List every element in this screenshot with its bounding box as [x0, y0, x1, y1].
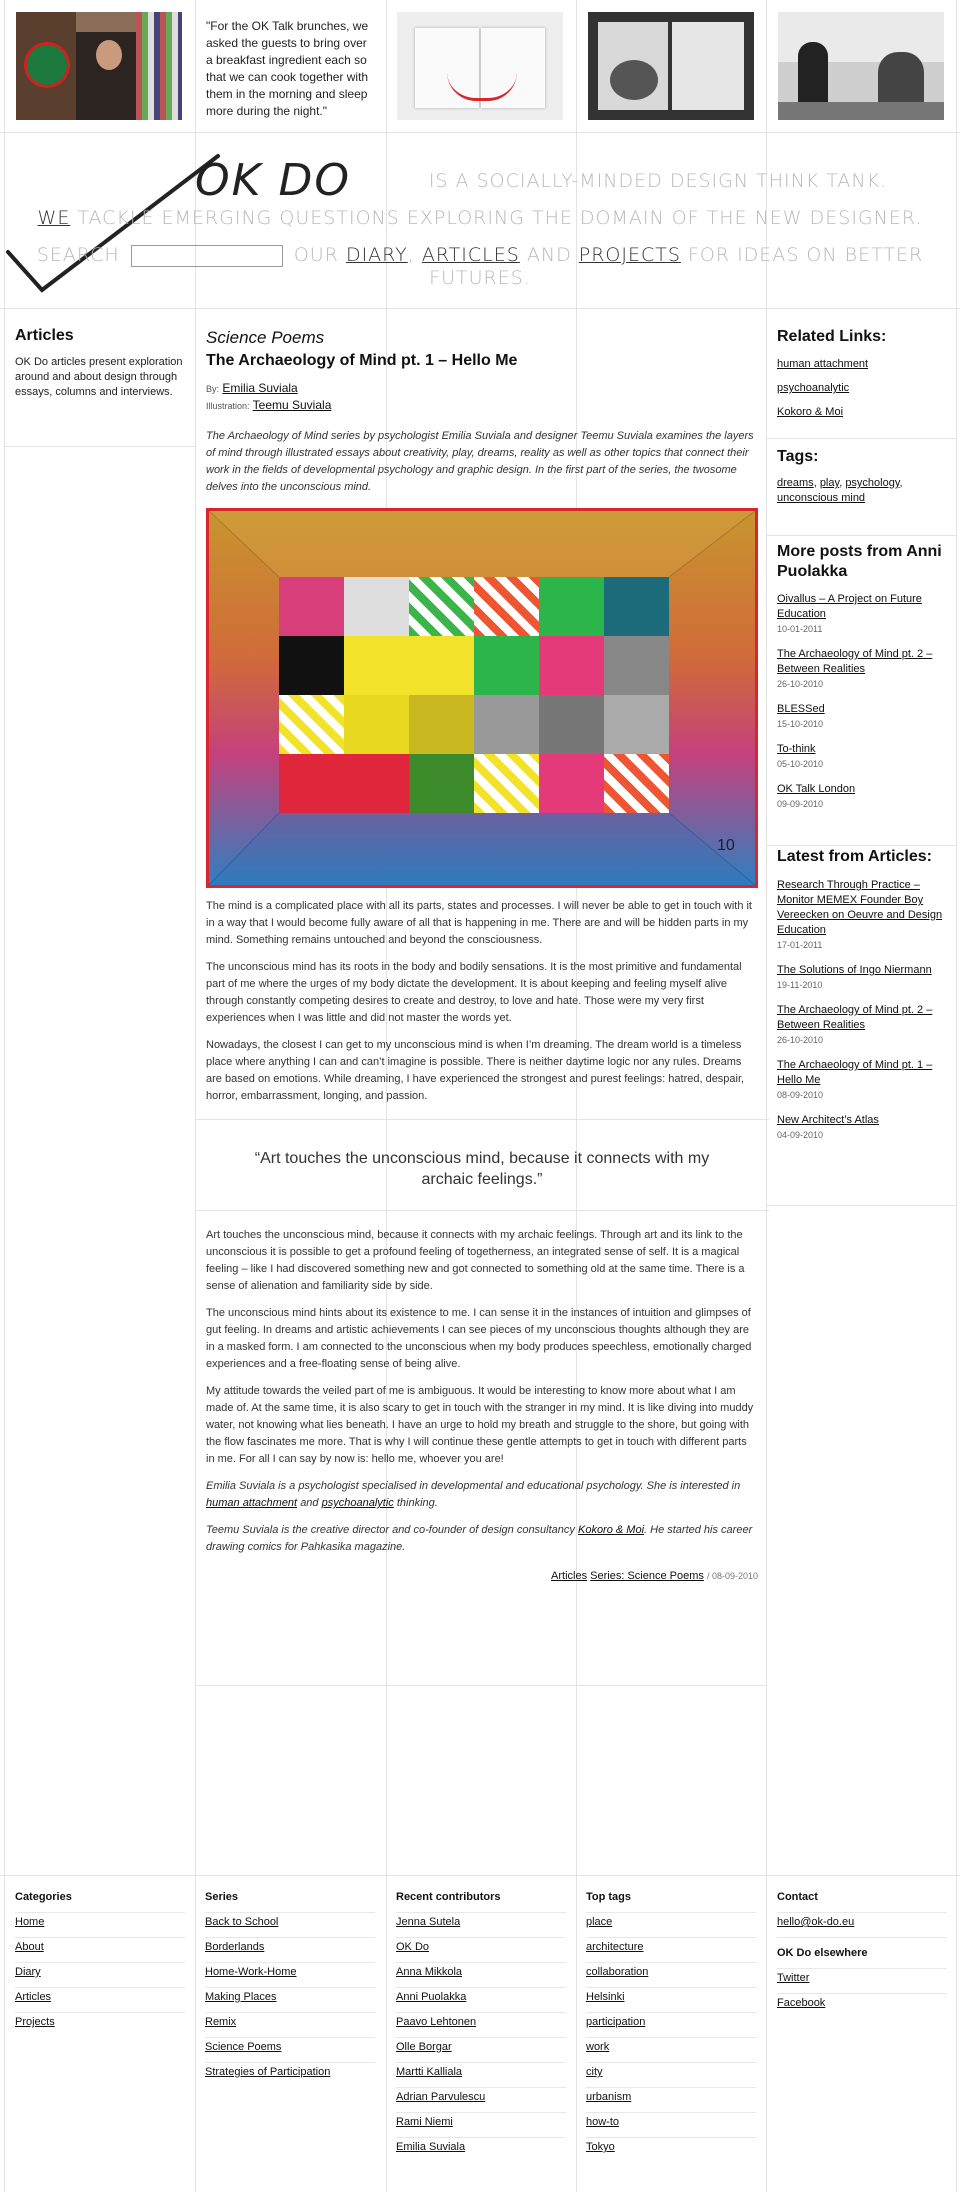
- divider: [4, 446, 195, 447]
- diary-link[interactable]: DIARY: [345, 244, 408, 266]
- footer-link[interactable]: Paavo Lehtonen: [396, 2016, 477, 2028]
- footer-link[interactable]: place: [586, 1916, 613, 1928]
- footer-link[interactable]: Adrian Parvulescu: [396, 2091, 486, 2103]
- post-item[interactable]: The Archaeology of Mind pt. 1 – Hello Me 08-09-2010: [777, 1059, 933, 1100]
- grid-line: [956, 0, 957, 2192]
- grid-line: [4, 0, 5, 2192]
- series-label: Science Poems: [206, 328, 325, 347]
- article: [206, 328, 758, 1582]
- footer-link[interactable]: Borderlands: [205, 1941, 265, 1953]
- footer-link[interactable]: participation: [586, 2016, 646, 2028]
- post-item[interactable]: The Solutions of Ingo Niermann 19-11-2010: [777, 964, 932, 990]
- footer-link[interactable]: work: [586, 2041, 610, 2053]
- search-input[interactable]: [131, 245, 283, 267]
- latest-articles-title: Latest from Articles:: [777, 848, 932, 865]
- divider: [195, 1685, 766, 1686]
- post-item[interactable]: BLESSed 15-10-2010: [777, 703, 825, 729]
- footer-link[interactable]: Olle Borgar: [396, 2041, 452, 2053]
- thumbnail-book-2[interactable]: [588, 12, 754, 120]
- post-item[interactable]: Oivallus – A Project on Future Education 10-01-2011: [777, 593, 922, 634]
- we-link[interactable]: WE: [37, 207, 71, 229]
- paragraph: The unconscious mind hints about its existence to me. I can sense it in the instances of intuition and glimpses of gut feeling. In dreams and artistic achievements I can see pieces of my unconscious thoughts although they are in a masked form. I am connected to the unconscious when my body produces speechless, emotionally charged experiences and a free-floating sense of being alive.: [206, 1307, 752, 1370]
- twitter-link[interactable]: Twitter: [777, 1972, 810, 1984]
- okdo-logo[interactable]: OK DO: [195, 155, 351, 206]
- grid-line: [766, 0, 767, 2192]
- footer-categories: Categories Home About Diary Articles Projects: [15, 1888, 185, 2037]
- footer-contributors: Recent contributors Jenna Sutela OK Do Anna Mikkola Anni Puolakka Paavo Lehtonen Olle Borgar Martti Kalliala Adrian Parvulescu Rami Niemi Emilia Suviala: [396, 1888, 566, 2162]
- tag-link[interactable]: dreams: [777, 477, 814, 489]
- sidebar-text: OK Do articles present exploration around and about design through essays, columns and interviews.: [15, 356, 183, 398]
- footer-link[interactable]: Anni Puolakka: [396, 1991, 467, 2003]
- post-item[interactable]: New Architect’s Atlas 04-09-2010: [777, 1114, 879, 1140]
- divider: [766, 845, 956, 846]
- tag-list: dreams, play, psychology, unconscious mind: [777, 477, 903, 504]
- masthead-line-3: SEARCH OUR DIARY, ARTICLES AND PROJECTS FOR IDEAS ON BETTER FUTURES.: [36, 244, 924, 289]
- top-quote: "For the OK Talk brunches, we asked the guests to bring over a breakfast ingredient each so that we can cook together with them in the morning and sleep more during the night.": [206, 19, 369, 118]
- kokoro-moi-link[interactable]: Kokoro & Moi: [577, 1524, 645, 1536]
- footer-link[interactable]: Diary: [15, 1966, 41, 1978]
- sidebar-title: Articles: [15, 327, 74, 344]
- illustrator-bio: Teemu Suviala is the creative director and co-founder of design consultancy Kokoro & Moi. He started his career drawing comics for Pahkasika magazine.: [206, 1524, 753, 1553]
- footer-contact: Contact hello@ok-do.eu OK Do elsewhere Twitter Facebook: [777, 1888, 947, 2018]
- post-item[interactable]: OK Talk London 09-09-2010: [777, 783, 856, 809]
- footer-link[interactable]: OK Do: [396, 1941, 430, 1953]
- post-item[interactable]: The Archaeology of Mind pt. 2 – Between Realities 26-10-2010: [777, 1004, 933, 1045]
- footer-link[interactable]: Helsinki: [586, 1991, 625, 2003]
- thumbnail-photo-1[interactable]: [16, 12, 182, 120]
- footer-series: Series Back to School Borderlands Home-Work-Home Making Places Remix Science Poems Strategies of Participation: [205, 1888, 375, 2087]
- footer-link[interactable]: urbanism: [586, 2091, 632, 2103]
- masthead-line-2: WE TACKLE EMERGING QUESTIONS EXPLORING THE DOMAIN OF THE NEW DESIGNER.: [37, 207, 923, 229]
- tag-link[interactable]: play: [819, 477, 840, 489]
- footer-link[interactable]: Science Poems: [205, 2041, 282, 2053]
- footer-link[interactable]: Projects: [15, 2016, 55, 2028]
- footer-link[interactable]: Articles: [15, 1991, 52, 2003]
- author-link[interactable]: Emilia Suviala: [222, 381, 298, 395]
- email-link[interactable]: hello@ok-do.eu: [777, 1916, 855, 1928]
- post-item[interactable]: To-think 05-10-2010: [777, 743, 824, 769]
- tag-link[interactable]: unconscious mind: [777, 492, 866, 504]
- series-link[interactable]: Series: Science Poems: [590, 1570, 704, 1582]
- psychoanalytic-link[interactable]: psychoanalytic: [321, 1497, 394, 1509]
- grid-line: [195, 0, 196, 2192]
- footer-link[interactable]: Home-Work-Home: [205, 1966, 297, 1978]
- footer-link[interactable]: Remix: [205, 2016, 237, 2028]
- post-item[interactable]: Research Through Practice – Monitor MEMEX Founder Boy Vereecken on Oeuvre and Design Education 17-01-2011: [777, 879, 943, 950]
- author-bio: Emilia Suviala is a psychologist specialised in developmental and educational psychology. She is interested in human attachment and psychoanalytic thinking.: [206, 1480, 741, 1509]
- article-title: The Archaeology of Mind pt. 1 – Hello Me: [206, 352, 518, 369]
- divider: [766, 535, 956, 536]
- footer-link[interactable]: city: [586, 2066, 603, 2078]
- footer-link[interactable]: Jenna Sutela: [396, 1916, 461, 1928]
- footer-link[interactable]: Strategies of Participation: [205, 2066, 331, 2078]
- footer-link[interactable]: Back to School: [205, 1916, 279, 1928]
- divider: [766, 438, 956, 439]
- article-intro: The Archaeology of Mind series by psychologist Emilia Suviala and designer Teemu Suviala examines the layers of mind through illustrated essays about creativity, play, dreams, reality as well as other topics that connect their work in the fields of developmental psychology and graphic design. In the first part of the series, the twosome delves into the unconscious mind.: [206, 430, 754, 493]
- footer-link[interactable]: Martti Kalliala: [396, 2066, 463, 2078]
- related-link[interactable]: human attachment: [777, 358, 869, 370]
- thumbnail-photo-2[interactable]: [778, 12, 944, 120]
- footer-link[interactable]: About: [15, 1941, 44, 1953]
- footer-tags: Top tags place architecture collaboration Helsinki participation work city urbanism how-to Tokyo: [586, 1888, 756, 2162]
- footer-link[interactable]: architecture: [586, 1941, 644, 1953]
- pull-quote: “Art touches the unconscious mind, because it connects with my archaic feelings.”: [254, 1150, 710, 1188]
- divider: [766, 1205, 956, 1206]
- facebook-link[interactable]: Facebook: [777, 1997, 826, 2009]
- sidebar: [15, 327, 185, 400]
- divider: [0, 1875, 960, 1876]
- paragraph: The unconscious mind has its roots in the body and bodily sensations. It is the most primitive and fundamental part of me where the urges of my body dictate the development. It is about keeping and feeling myself alive through constantly competing desires to create and destroy, to love and hate. Those were my very first experiences when I was little and did not master the words yet.: [206, 961, 742, 1024]
- footer-link[interactable]: Rami Niemi: [396, 2116, 453, 2128]
- tag-link[interactable]: psychology: [845, 477, 900, 489]
- tags-title: Tags:: [777, 448, 819, 465]
- footer-link[interactable]: Tokyo: [586, 2141, 615, 2153]
- illustration-number: 10: [717, 837, 735, 854]
- footer-link[interactable]: Making Places: [205, 1991, 277, 2003]
- related-link[interactable]: psychoanalytic: [777, 382, 850, 394]
- paragraph: My attitude towards the veiled part of me is ambiguous. It would be interesting to know more about what I am made of. At the same time, it is also scary to get in touch with the stranger in my mind. It is like diving into muddy water, not knowing what lies beneath. I have an urge to hold my breath and struggle to the shore, but going with the flow fascinates me more. That is why I will continue these gentle attempts to get in touch with different parts in me. For all I can say by now is: hello me, whoever you are!: [206, 1385, 754, 1465]
- projects-link[interactable]: PROJECTS: [578, 244, 681, 266]
- related-link[interactable]: Kokoro & Moi: [777, 406, 844, 418]
- footer-link[interactable]: Anna Mikkola: [396, 1966, 463, 1978]
- thumbnail-book-1[interactable]: [397, 12, 563, 120]
- byline: By: Emilia Suviala Illustration: Teemu Suviala: [206, 381, 332, 412]
- paragraph: The mind is a complicated place with all its parts, states and processes. I will never be able to get in touch with it in a way that I would become fully aware of all that is happening in me. There are and will be hidden parts in my mind. Something remains untouched and beyond the consciousness.: [206, 900, 752, 946]
- illustrator-link[interactable]: Teemu Suviala: [252, 398, 332, 412]
- article-illustration[interactable]: [206, 508, 758, 888]
- more-posts-title: More posts from Anni Puolakka: [777, 543, 942, 580]
- footer-link[interactable]: Emilia Suviala: [396, 2141, 466, 2153]
- category-link[interactable]: Articles: [551, 1570, 588, 1582]
- article-meta: Articles Series: Science Poems / 08-09-2010: [551, 1570, 758, 1582]
- footer-link[interactable]: collaboration: [586, 1966, 649, 1978]
- related-links-title: Related Links:: [777, 328, 887, 345]
- articles-link[interactable]: ARTICLES: [421, 244, 520, 266]
- footer-link[interactable]: how-to: [586, 2116, 620, 2128]
- right-sidebar: [777, 328, 947, 1153]
- masthead-line-1: IS A SOCIALLY-MINDED DESIGN THINK TANK.: [428, 170, 888, 192]
- divider: [0, 132, 960, 133]
- paragraph: Art touches the unconscious mind, because it connects with my archaic feelings. Through art and its link to the unconscious it is possible to get a profound feeling of togetherness, an integrated sense of self. It is a magical feeling – like I had discovered something new and got connected to something old at the same time. There is a sense of alienation and familiarity side by side.: [206, 1229, 745, 1292]
- paragraph: Nowadays, the closest I can get to my unconscious mind is when I’m dreaming. The dream world is a timeless place where anything I can and can’t imagine is possible. There is neither daytime logic nor any rules. Dreams are based on emotions. While dreaming, I have experienced the strongest and purest feelings: hatred, despair, horror, embarrassment, longing, and passion.: [206, 1039, 745, 1102]
- footer-link[interactable]: Home: [15, 1916, 45, 1928]
- human-attachment-link[interactable]: human attachment: [206, 1497, 298, 1509]
- post-item[interactable]: The Archaeology of Mind pt. 2 – Between Realities 26-10-2010: [777, 648, 933, 689]
